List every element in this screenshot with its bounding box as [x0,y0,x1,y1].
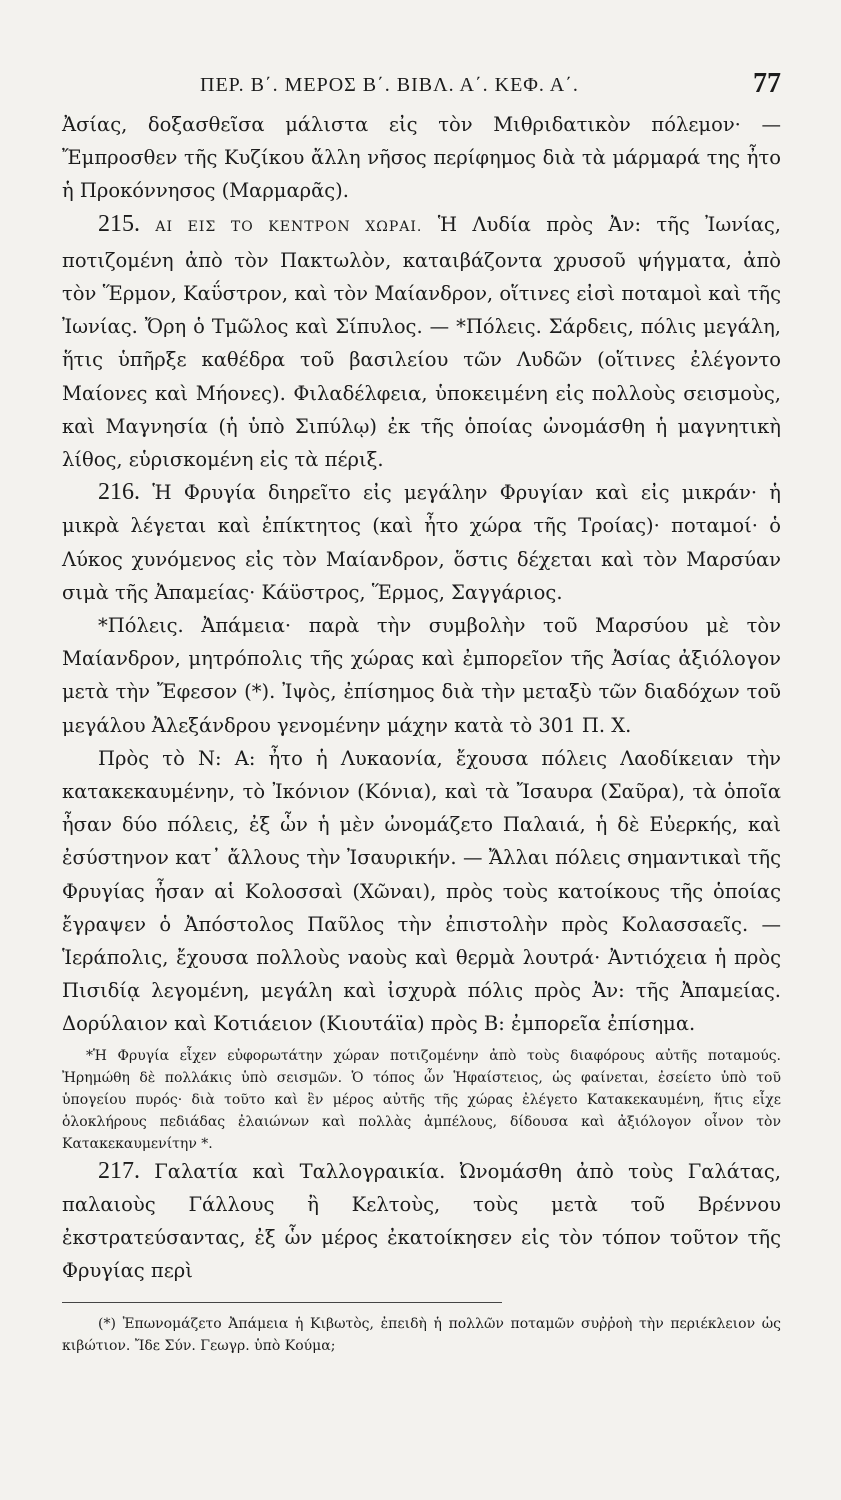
paragraph-215 [62,208,781,477]
paragraph-216-lycaonia: Πρὸς τὸ Ν: Α: ἦτο ἡ Λυκαονία, ἔχουσα πόλεις Λαοδίκειαν τὴν κατακεκαυμένην, τὸ Ἰκόνιον (Κόνια), καὶ τὰ Ἴσαυρα (Σαῦρα), τὰ ὁποῖα ἦσαν δύο πόλεις, ἐξ ὧν ἡ μὲν ὠνομάζετο Παλαιά, ἡ δὲ Εὐερκής, καὶ ἐσύστηνον κατ᾿ ἄλλους τὴν Ἰσαυρικήν. — Ἄλλαι πόλεις σημαντικαὶ τῆς Φρυγίας ἦσαν αἱ Κολοσσαὶ (Χῶναι), πρὸς τοὺς κατοίκους τῆς ὁποίας ἔγραψεν ὁ Ἀπόστολος Παῦλος τὴν ἐπιστολὴν πρὸς Κολασσαεῖς. — Ἱεράπολις, ἔχουσα πολλοὺς ναοὺς καὶ θερμὰ λουτρά· Ἀντιόχεια ἡ πρὸς Πισιδίᾳ λεγομένη, μεγάλη καὶ ἰσχυρὰ πόλις πρὸς Ἀν: τῆς Ἀπαμείας. Δορύλαιον καὶ Κοτιάειον (Κιουτάϊα) πρὸς Β: ἐμπορεῖα ἐπίσημα. [62,746,781,1036]
paragraph-text: Ἡ Φρυγία διηρεῖτο εἰς μεγάλην Φρυγίαν καὶ εἰς μικράν· ἡ μικρὰ λέγεται καὶ ἐπίκτητος (καὶ ἦτο χώρα τῆς Τροίας)· ποταμοί· ὁ Λύκος χυνόμενος εἰς τὸν Μαίανδρον, ὅστις δέχεται καὶ τὸν Μαρσύαν σιμὰ τῆς Ἀπαμείας· Κάϋστρος, Ἕρμος, Σαγγάριος. [62,481,781,604]
paragraph-number: 216. [98,479,140,506]
section-heading: ΑΙ ΕΙΣ ΤΟ ΚΕΝΤΡΟΝ ΧΩΡΑΙ. [155,218,423,235]
footnote-divider [62,1302,502,1303]
paragraph-text: Ἡ Λυδία πρὸς Ἀν: τῆς Ἰωνίας, ποτιζομένη ἀπὸ τὸν Πακτωλὸν, καταιβάζοντα χρυσοῦ ψήγματα, ἀπὸ τὸν Ἕρμον, Καΰστρον, καὶ τὸν Μαίανδρον, οἵτινες εἰσὶ ποταμοὶ καὶ τῆς Ἰωνίας. Ὄρη ὁ Τμῶλος καὶ Σίπυλος. — *Πόλεις. Σάρδεις, πόλις μεγάλη, ἥτις ὑπῆρξε καθέδρα τοῦ βασιλείου τῶν Λυδῶν (οἵτινες ἐλέγοντο Μαίονες καὶ Μήονες). Φιλαδέλφεια, ὑποκειμένη εἰς πολλοὺς σεισμοὺς, καὶ Μαγνησία (ἡ ὑπὸ Σιπύλῳ) ἐκ τῆς ὁποίας ὠνομάσθη ἡ μαγνητικὴ λίθος, εὑρισκομένη εἰς τὰ πέριξ. [62,212,782,472]
paragraph-217 [62,1155,781,1288]
paragraph-text: Γαλατία καὶ Ταλλογραικία. Ὠνομάσθη ἀπὸ τοὺς Γαλάτας, παλαιοὺς Γάλλους ἢ Κελτοὺς, τοὺς μετὰ τοῦ Βρέννου ἐκστρατεύσαντας, ἐξ ὧν μέρος ἐκατοίκησεν εἰς τὸν τόπον τοῦτον τῆς Φρυγίας περὶ [62,1159,781,1283]
paragraph-number: 217. [98,1157,140,1184]
page-body [62,108,781,1357]
intro-paragraph: Ἀσίας, δοξασθεῖσα μάλιστα εἰς τὸν Μιθριδατικὸν πόλεμον· — Ἔμπροσθεν τῆς Κυζίκου ἄλλη νῆσος περίφημος διὰ τὰ μάρμαρά της ἦτο ἡ Προκόννησος (Μαρμαρᾶς). [62,113,781,203]
paragraph-216-note: *Ἡ Φρυγία εἶχεν εὐφορωτάτην χώραν ποτιζομένην ἀπὸ τοὺς διαφόρους αὐτῆς ποταμούς. Ἠρημώθη δὲ πολλάκις ὑπὸ σεισμῶν. Ὁ τόπος ὧν Ἡφαίστειος, ὡς φαίνεται, ἐσείετο ὑπὸ τοῦ ὑπογείου πυρός· διὰ τοῦτο καὶ ἓν μέρος αὐτῆς τῆς χώρας ἐλέγετο Κατακεκαυμένη, ἥτις εἶχε ὁλοκλήρους πεδιάδας ἐλαιώνων καὶ πολλὰς ἀμπέλους, δίδουσα καὶ ἀξιόλογον οἶνον τὸν Κατακεκαυμενίτην *. [62,1047,781,1152]
page-header [60,68,781,108]
running-head: ΠΕΡ. Β΄. ΜΕΡΟΣ Β΄. ΒΙΒΛ. Α΄. ΚΕΦ. Α΄. [200,74,579,96]
page-number: 77 [753,68,781,99]
footnote: (*) Ἐπωνομάζετο Ἀπάμεια ἡ Κιβωτὸς, ἐπειδὴ ἡ πολλῶν ποταμῶν συῤῥοὴ τὴν περιέκλειον ὡς κιβώτιον. Ἴδε Σύν. Γεωγρ. ὑπὸ Κούμα; [62,1315,781,1354]
paragraph-216 [62,476,781,609]
paragraph-216-cities: *Πόλεις. Ἀπάμεια· παρὰ τὴν συμβολὴν τοῦ Μαρσύου μὲ τὸν Μαίανδρον, μητρόπολις τῆς χώρας καὶ ἐμπορεῖον τῆς Ἀσίας ἀξιόλογον μετὰ τὴν Ἔφεσον (*). Ἰψὸς, ἐπίσημος διὰ τὴν μεταξὺ τῶν διαδόχων τοῦ μεγάλου Ἀλεξάνδρου γενομένην μάχην κατὰ τὸ 301 Π. Χ. [62,614,781,737]
paragraph-number: 215. [98,210,140,237]
